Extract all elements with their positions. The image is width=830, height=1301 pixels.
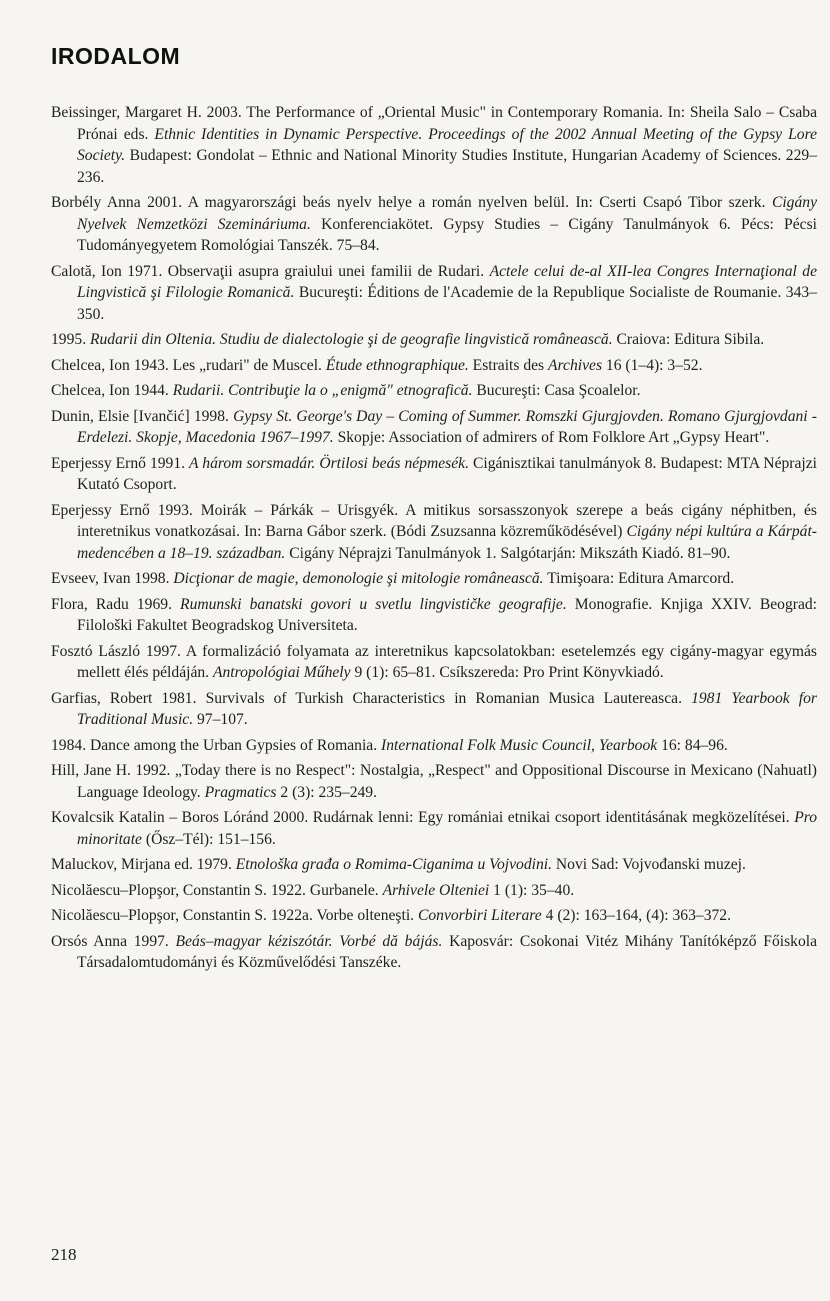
reference-text: Timişoara: Editura Amarcord.	[543, 570, 735, 587]
reference-entry	[51, 807, 817, 850]
reference-title: Arhivele Olteniei	[382, 881, 490, 899]
reference-text: Maluckov, Mirjana ed. 1979.	[51, 856, 236, 873]
reference-text: Fosztó László 1997. A formalizáció folyamata az interetnikus kapcsolatokban: esetelemzés egy cigány-magyar egymás mellett élés példáján.	[51, 642, 817, 681]
reference-title: A három sorsmadár. Örtilosi beás népmesék.	[189, 454, 469, 472]
reference-entry	[51, 453, 817, 496]
reference-text: 16: 84–96.	[657, 736, 728, 754]
reference-text: Eperjessy Ernő 1991.	[51, 454, 190, 472]
reference-title: Dicţionar de magie, demonologie şi mitologie românească.	[173, 570, 544, 587]
reference-text: Novi Sad: Vojvođanski muzej.	[551, 856, 746, 873]
reference-title: Beás–magyar kéziszótár. Vorbé dă bájás.	[175, 932, 443, 950]
reference-text: Eperjessy Ernő 1993. Moirák – Párkák – Urisgyék. A mitikus sorsasszonyok szerepe a beás cigány néphitben, és interetnikus vonatkozásai. In: Barna Gábor szerk. (Bódi Zsuzsanna közreműködésével)	[51, 501, 817, 540]
section-heading: IRODALOM	[51, 43, 181, 69]
reference-title: Ethnic Identities in Dynamic Perspective. Proceedings of the 2002 Annual Meeting of the Gypsy Lore Society.	[77, 125, 817, 164]
reference-text: (Ősz–Tél): 151–156.	[141, 830, 276, 848]
reference-title: Archives	[548, 356, 603, 374]
reference-text: Garfias, Robert 1981. Survivals of Turkish Characteristics in Romanian Musica Lautereasca.	[51, 689, 692, 707]
reference-entry	[51, 261, 817, 326]
reference-entry	[51, 905, 817, 927]
reference-entry	[51, 760, 817, 803]
reference-text: Calotă, Ion 1971. Observaţii asupra graiului unei familii de Rudari.	[51, 262, 490, 280]
reference-entry	[51, 102, 817, 188]
reference-text: 16 (1–4): 3–52.	[602, 356, 703, 374]
reference-text: Budapest: Gondolat – Ethnic and National Minority Studies Institute, Hungarian Academy of Sciences. 229–236.	[77, 147, 817, 186]
reference-title: Rumunski banatski govori u svetlu lingvističke geografije.	[180, 595, 567, 613]
reference-text: Chelcea, Ion 1944.	[51, 382, 173, 399]
reference-text: Flora, Radu 1969.	[51, 595, 181, 613]
reference-text: 1 (1): 35–40.	[489, 881, 575, 899]
reference-text: 1984. Dance among the Urban Gypsies of Romania.	[51, 736, 381, 754]
reference-text: Borbély Anna 2001. A magyarországi beás nyelv helye a román nyelven belül. In: Cserti Csapó Tibor szerk.	[51, 194, 772, 211]
reference-text: Nicolăescu–Plopşor, Constantin S. 1922a. Vorbe olteneşti.	[51, 907, 418, 924]
reference-entry	[51, 568, 817, 590]
reference-title: Cigány Nyelvek Nemzetközi Szemináriuma.	[77, 194, 817, 233]
reference-entry	[51, 735, 817, 757]
reference-text: Cigány Néprajzi Tanulmányok 1. Salgótarján: Mikszáth Kiadó. 81–90.	[285, 544, 731, 562]
reference-entry	[51, 854, 817, 876]
reference-title: Convorbiri Literare	[417, 907, 542, 924]
reference-title: Pragmatics	[204, 783, 277, 801]
page-number: 218	[51, 1245, 77, 1264]
reference-text: Kaposvár: Csokonai Vitéz Mihány Tanítóképző Főiskola Társadalomtudományi és Közművelődési Tanszéke.	[77, 932, 818, 971]
reference-entry	[51, 594, 817, 637]
reference-text: Kovalcsik Katalin – Boros Lóránd 2000. Rudárnak lenni: Egy romániai etnikai csoport identitásának megközelítései.	[51, 809, 795, 826]
reference-text: Chelcea, Ion 1943. Les „rudari" de Muscel.	[51, 356, 326, 374]
reference-text: 1995.	[51, 331, 90, 348]
reference-text: Craiova: Editura Sibila.	[612, 331, 765, 348]
reference-entry	[51, 500, 817, 565]
reference-text: 9 (1): 65–81. Csíkszereda: Pro Print Könyvkiadó.	[350, 664, 664, 681]
reference-entry	[51, 355, 817, 377]
reference-entry	[51, 406, 817, 449]
reference-title: International Folk Music Council, Yearbook	[381, 736, 658, 754]
reference-text: Beissinger, Margaret H. 2003. The Performance of „Oriental Music" in Contemporary Romania. In: Sheila Salo – Csaba Prónai eds.	[51, 104, 817, 143]
reference-text: Cigánisztikai tanulmányok 8. Budapest: MTA Néprajzi Kutató Csoport.	[77, 454, 817, 493]
reference-title: Rudarii din Oltenia. Studiu de dialectologie şi de geografie lingvistică românească.	[89, 331, 613, 348]
reference-title: Cigány népi kultúra a Kárpát-medencében a 18–19. században.	[77, 523, 817, 562]
reference-title: Etnološka građa o Romima-Ciganima u Vojvodini.	[235, 856, 552, 873]
reference-entry	[51, 192, 817, 257]
reference-title: Étude ethnographique.	[325, 356, 469, 374]
reference-text: Skopje: Association of admirers of Rom Folklore Art „Gypsy Heart".	[333, 429, 770, 446]
reference-text: Estraits des	[468, 356, 549, 374]
reference-text: 97–107.	[193, 711, 248, 728]
reference-text: Konferenciakötet. Gypsy Studies – Cigány Tanulmányok 6. Pécs: Pécsi Tudományegyetem Romológiai Tanszék. 75–84.	[77, 215, 817, 254]
reference-title: 1981 Yearbook for Traditional Music.	[77, 689, 817, 728]
reference-text: Orsós Anna 1997.	[51, 932, 176, 950]
reference-text: 2 (3): 235–249.	[276, 783, 377, 801]
reference-title: Gypsy St. George's Day – Coming of Summer. Romszki Gjurgjovden. Romano Gjurgjovdani - Erdelezi. Skopje, Macedonia 1967–1997.	[77, 407, 817, 446]
reference-entry	[51, 880, 817, 902]
reference-text: Dunin, Elsie [Ivančić] 1998.	[51, 407, 234, 425]
reference-text: 4 (2): 163–164, (4): 363–372.	[541, 907, 731, 924]
reference-text: Bucureşti: Casa Şcoalelor.	[472, 382, 641, 399]
reference-text: Bucureşti: Éditions de l'Academie de la Republique Socialiste de Roumanie. 343–350.	[77, 284, 817, 323]
reference-text: Nicolăescu–Plopşor, Constantin S. 1922. Gurbanele.	[51, 881, 383, 899]
reference-entry	[51, 688, 817, 731]
reference-list	[51, 102, 817, 978]
reference-text: Monografie. Knjiga XXIV. Beograd: Filološki Fakultet Beogradskog Universiteta.	[77, 595, 817, 634]
reference-title: Rudarii. Contribuţie la o „enigmă" etnografică.	[172, 382, 473, 399]
reference-title: Actele celui de-al XII-lea Congres Internaţional de Lingvistică şi Filologie Romanică.	[77, 262, 817, 301]
reference-title: Antropológiai Műhely	[212, 664, 351, 681]
reference-text: Evseev, Ivan 1998.	[51, 570, 174, 587]
reference-entry	[51, 641, 817, 684]
reference-entry	[51, 931, 817, 974]
reference-entry	[51, 329, 817, 351]
reference-title: Pro minoritate	[77, 809, 817, 848]
reference-entry	[51, 380, 817, 402]
reference-text: Hill, Jane H. 1992. „Today there is no Respect": Nostalgia, „Respect" and Oppositional Discourse in Mexicano (Nahuatl) Language Ideology.	[51, 762, 817, 801]
